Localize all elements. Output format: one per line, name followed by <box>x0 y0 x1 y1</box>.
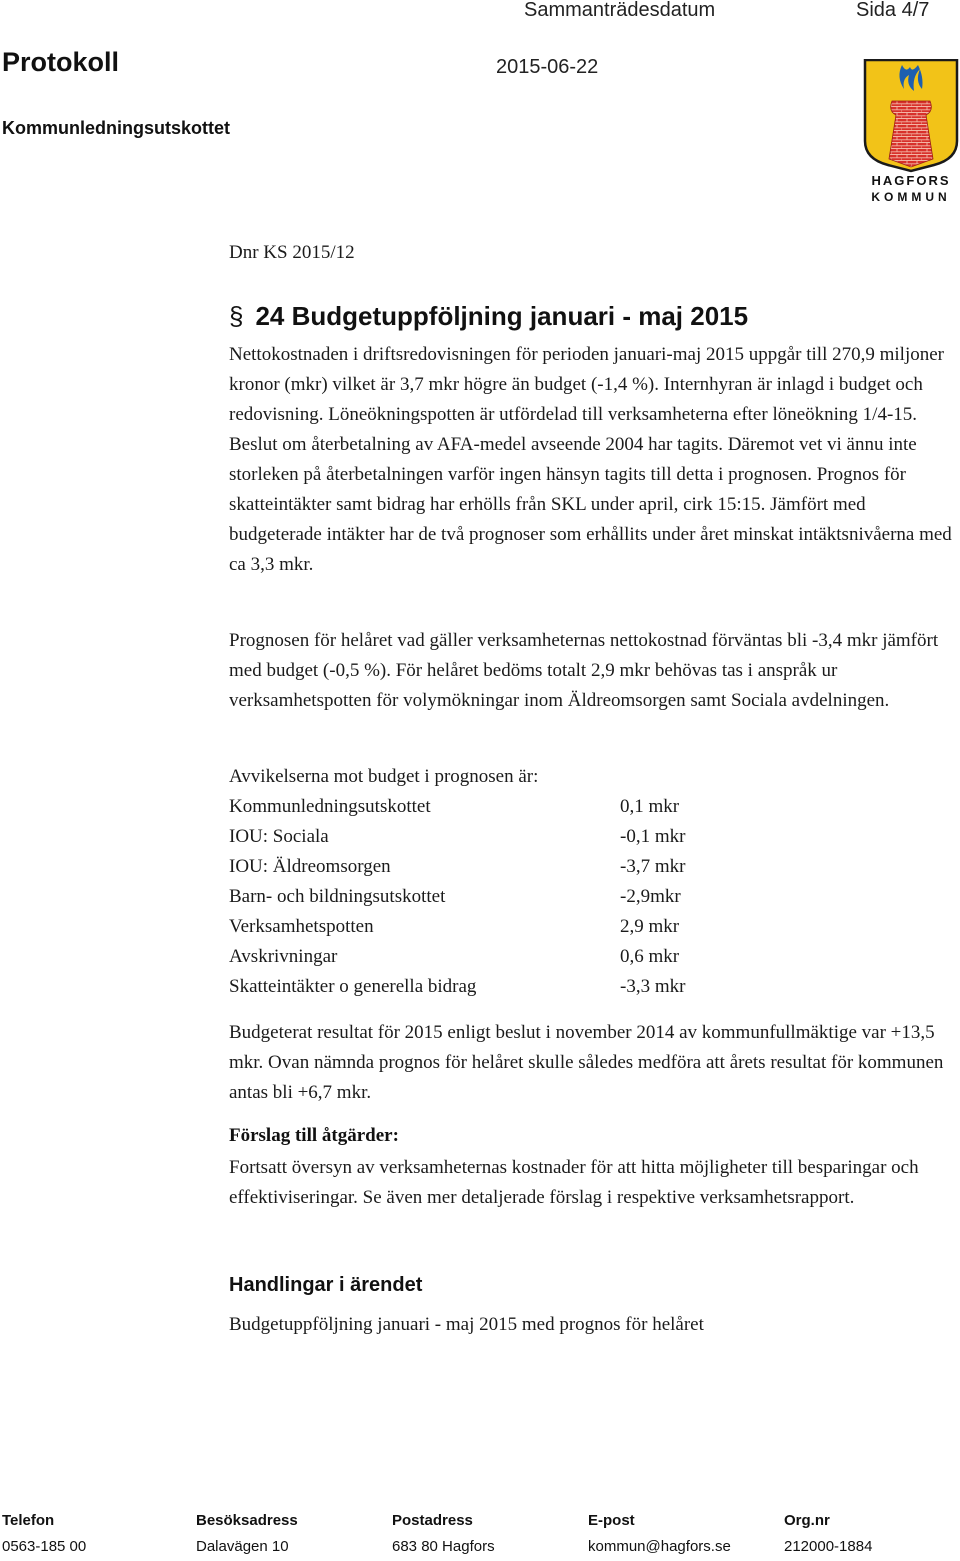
deviation-value: -3,7 mkr <box>620 856 686 877</box>
paragraph-result: Budgeterat resultat för 2015 enligt beslut i november 2014 av kommunfullmäktige var +13,5 mkr. Ovan nämnda prognos för helåret skulle således medföra att årets resultat för kommunen antas bli +6,7 mkr. <box>229 1022 944 1103</box>
deviation-value: -2,9mkr <box>620 886 681 907</box>
case-number: Dnr KS 2015/12 <box>229 242 355 263</box>
meeting-date: 2015-06-22 <box>496 56 599 78</box>
footer-visit-address: Dalavägen 10 <box>196 1538 289 1555</box>
deviation-value: -3,3 mkr <box>620 976 686 997</box>
deviations-table <box>229 792 749 1002</box>
section-heading <box>229 298 748 334</box>
logo-text-hagfors: HAGFORS <box>871 173 951 188</box>
hagfors-kommun-logo <box>862 59 960 207</box>
proposal-heading: Förslag till åtgärder: <box>229 1125 399 1146</box>
deviation-value: 2,9 mkr <box>620 916 680 937</box>
deviation-label: Verksamhetspotten <box>229 916 374 937</box>
committee-name: Kommunledningsutskottet <box>2 118 230 138</box>
logo-text-kommun: KOMMUN <box>871 190 951 204</box>
footer-org-label: Org.nr <box>784 1512 830 1529</box>
deviation-value: 0,1 mkr <box>620 796 680 817</box>
paragraph-summary: Nettokostnaden i driftsredovisningen för perioden januari-maj 2015 uppgår till 270,9 miljoner kronor (mkr) vilket är 3,7 mkr högre än budget (-1,4 %). Internhyran är inlagd i budget och redovisning. Löneökningspotten är utfördelad till verksamheterna efter löneökning 1/4-15. Beslut om återbetalning av AFA-medel avseende 2004 har tagits. Däremot vet vi ännu inte storleken på återbetalningen varför ingen hänsyn tagits till detta i prognosen. Prognos för skatteintäkter samt bidrag har erhölls från SKL under april, cirk 15:15. Jämfört med budgeterade intäkter har de två prognoser som erhållits under året minskat intäktsnivåerna med ca 3,3 mkr. <box>229 344 952 575</box>
section-title: 24 Budgetuppföljning januari - maj 2015 <box>255 301 749 331</box>
documents-text: Budgetuppföljning januari - maj 2015 med prognos för helåret <box>229 1314 704 1335</box>
deviation-label: Avskrivningar <box>229 946 338 967</box>
footer-post-address: 683 80 Hagfors <box>392 1538 495 1555</box>
page-number: Sida 4/7 <box>856 0 930 21</box>
deviation-value: 0,6 mkr <box>620 946 680 967</box>
footer-phone: 0563-185 00 <box>2 1538 87 1555</box>
footer-phone-label: Telefon <box>2 1512 55 1529</box>
deviation-row <box>229 792 749 822</box>
footer-email: kommun@hagfors.se <box>588 1538 731 1555</box>
footer-post-label: Postadress <box>392 1512 473 1529</box>
paragraph-forecast: Prognosen för helåret vad gäller verksamheternas nettokostnad förväntas bli -3,4 mkr jämfört med budget (-0,5 %). För helåret bedöms totalt 2,9 mkr behövas tas i anspråk ur verksamhetspotten för volymökningar inom Äldreomsorgen samt Sociala avdelningen. <box>229 630 939 711</box>
deviation-value: -0,1 mkr <box>620 826 686 847</box>
deviations-intro: Avvikelserna mot budget i prognosen är: <box>229 766 539 787</box>
deviation-label: Barn- och bildningsutskottet <box>229 886 446 907</box>
meeting-date-label: Sammanträdesdatum <box>524 0 716 21</box>
deviation-label: Skatteintäkter o generella bidrag <box>229 976 477 997</box>
section-symbol: § <box>229 301 244 331</box>
deviation-row <box>229 822 749 852</box>
documents-heading: Handlingar i ärendet <box>229 1274 423 1296</box>
footer-org-number: 212000-1884 <box>784 1538 873 1555</box>
hagfors-crest-icon <box>862 59 960 207</box>
proposal-text: Fortsatt översyn av verksamheternas kostnader för att hitta möjligheter till besparingar och effektiviseringar. Se även mer detaljerade förslag i respektive verksamhetsrapport. <box>229 1157 919 1208</box>
deviation-label: IOU: Äldreomsorgen <box>229 856 391 877</box>
deviation-row <box>229 882 749 912</box>
deviation-row <box>229 972 749 1002</box>
deviation-label: Kommunledningsutskottet <box>229 796 431 817</box>
document-title: Protokoll <box>2 47 120 77</box>
deviation-row <box>229 852 749 882</box>
deviation-label: IOU: Sociala <box>229 826 329 847</box>
deviation-row <box>229 942 749 972</box>
deviation-row <box>229 912 749 942</box>
footer-visit-label: Besöksadress <box>196 1512 298 1529</box>
footer-email-label: E-post <box>588 1512 635 1529</box>
